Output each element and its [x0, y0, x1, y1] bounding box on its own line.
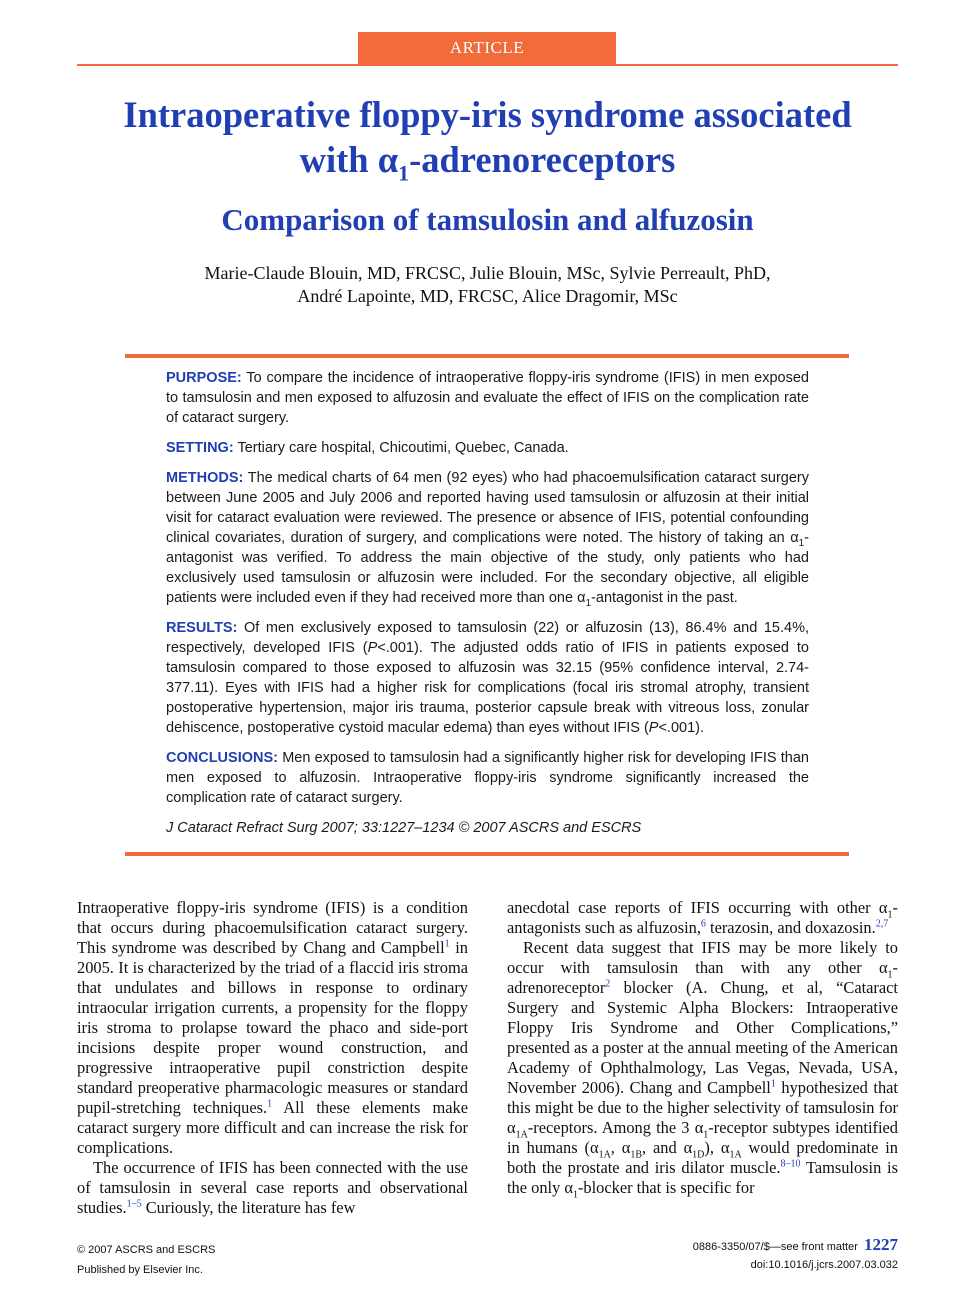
- abstract-bottom-rule: [125, 852, 849, 856]
- reference-link[interactable]: 1: [770, 1078, 776, 1090]
- reference-link[interactable]: 1: [444, 938, 450, 950]
- body-text: anecdotal case reports of IFIS occurring with other α: [507, 898, 888, 917]
- abstract-purpose: [166, 368, 809, 428]
- body-text: blocker (A. Chung, et al, “Cataract Surgery and Systemic Alpha Blockers: Intraoperative Floppy Iris Syndrome and Other Complications,” presented as a poster at the annual meeting of the American Academy of Ophthalmology, Las Vegas, Nevada, USA, November 2006). Chang and Campbell: [507, 978, 898, 1097]
- subscript: 1A: [729, 1149, 742, 1161]
- issn-line: 0886-3350/07/$—see front matter: [692, 1241, 858, 1253]
- subscript: 1A: [598, 1149, 611, 1161]
- methods-text: -antagonist was verified. To address the main objective of the study, only patients who had exclusively used tamsulosin or alfuzosin were included. For the secondary objective, all eligible patients were included even if they had received more than one α: [166, 530, 809, 606]
- results-text: <.001).: [658, 720, 704, 736]
- methods-subscript: 1: [585, 597, 592, 609]
- body-text: , α: [610, 1138, 631, 1157]
- methods-text: -antagonist in the past.: [591, 590, 738, 606]
- copyright: © 2007 ASCRS and ESCRS: [77, 1244, 216, 1256]
- reference-link[interactable]: 6: [700, 918, 706, 930]
- reference-link[interactable]: 8–10: [780, 1158, 801, 1170]
- body-column-right: [507, 898, 898, 1201]
- results-text: <.001). The adjusted odds ratio of IFIS in patients exposed to tamsulosin compared to those exposed to alfuzosin was 32.15 (95% confidence interval, 2.74-377.11). Eyes with IFIS had a higher risk for complications (focal iris stromal atrophy, transient postoperative hypertension, major iris trauma, posterior capsule break with vitreous loss, zonular dehiscence, postoperative cystoid macular edema) than eyes without IFIS (: [166, 640, 809, 736]
- p-value-symbol: P: [367, 640, 378, 656]
- body-text: Recent data suggest that IFIS may be more likely to occur with tamsulosin than with any other α: [507, 938, 898, 977]
- authors-line-1: Marie-Claude Blouin, MD, FRCSC, Julie Blouin, MSc, Sylvie Perreault, PhD,: [204, 263, 771, 283]
- abstract-top-rule: [125, 354, 849, 358]
- methods-label: METHODS:: [166, 470, 244, 486]
- body-text: in 2005. It is characterized by the triad of a flaccid iris stroma that undulates and billows in response to ordinary intraocular irrigation currents, a propensity for the floppy iris stroma to prolapse toward the phaco and side-port incisions despite proper wound construction, and progressive intraoperative pupil constriction despite standard preoperative pharmacologic measures or standard pupil-stretching techniques.: [77, 938, 468, 1117]
- body-text: would predominate in both the prostate and iris dilator muscle.: [507, 1138, 898, 1177]
- subscript: 1D: [692, 1149, 705, 1161]
- article-title: [60, 92, 915, 186]
- body-text: Tamsulosin is the only α: [507, 1158, 898, 1197]
- body-text: Intraoperative floppy-iris syndrome (IFIS) is a condition that occurs during phacoemulsification cataract surgery. This syndrome was described by Chang and Campbell: [77, 898, 468, 957]
- abstract-results: [166, 618, 809, 738]
- body-paragraph: [77, 898, 468, 1158]
- body-text: -adrenoreceptor: [507, 958, 898, 997]
- conclusions-label: CONCLUSIONS:: [166, 750, 278, 766]
- abstract-setting: [166, 438, 809, 458]
- setting-label: SETTING:: [166, 440, 234, 456]
- subscript: 1: [572, 1189, 578, 1201]
- body-text: hypothesized that this might be due to the higher selectivity of tamsulosin for α: [507, 1078, 898, 1137]
- body-text: -antagonists such as alfuzosin,: [507, 898, 898, 937]
- article-type-tag: ARTICLE: [358, 32, 616, 64]
- body-paragraph: [507, 938, 898, 1201]
- results-text: Of men exclusively exposed to tamsulosin (22) or alfuzosin (13), 86.4% and 15.4%, respectively, developed IFIS (: [166, 620, 810, 656]
- body-text: -receptors. Among the 3 α: [527, 1118, 704, 1137]
- title-subscript: 1: [398, 160, 410, 186]
- results-label: RESULTS:: [166, 620, 238, 636]
- reference-link[interactable]: 1–5: [126, 1198, 142, 1210]
- abstract: [166, 368, 809, 848]
- body-text: terazosin, and doxazosin.: [705, 918, 876, 937]
- body-text: ), α: [704, 1138, 730, 1157]
- title-line-2-pre: with α: [299, 139, 399, 180]
- body-text: -blocker that is specific for: [577, 1178, 755, 1197]
- subscript: 1: [887, 909, 893, 921]
- authors-line-2: André Lapointe, MD, FRCSC, Alice Dragomir, MSc: [297, 286, 678, 306]
- methods-text: The medical charts of 64 men (92 eyes) who had phacoemulsification cataract surgery between June 2005 and July 2006 and reported having used tamsulosin or alfuzosin at their initial visit for cataract evaluation were reviewed. The presence or absence of IFIS, potential confounding clinical covariates, duration of surgery, and complications were noted. The history of taking an α: [166, 470, 809, 546]
- journal-citation: J Cataract Refract Surg 2007; 33:1227–1234 © 2007 ASCRS and ESCRS: [166, 820, 642, 836]
- subscript: 1: [887, 969, 893, 981]
- p-value-symbol: P: [648, 720, 659, 736]
- reference-link[interactable]: 2: [605, 978, 611, 990]
- doi[interactable]: doi:10.1016/j.jcrs.2007.03.032: [750, 1259, 898, 1271]
- reference-link[interactable]: 1: [267, 1098, 273, 1110]
- body-paragraph: [77, 1158, 468, 1218]
- purpose-text: To compare the incidence of intraoperative floppy-iris syndrome (IFIS) in men exposed to tamsulosin and men exposed to alfuzosin and evaluate the effect of IFIS on the complication rate of cataract surgery.: [166, 370, 809, 426]
- body-paragraph: [507, 898, 898, 938]
- publisher: Published by Elsevier Inc.: [77, 1264, 203, 1276]
- title-line-2-post: -adrenoreceptors: [409, 139, 676, 180]
- abstract-methods: [166, 468, 809, 608]
- body-text: The occurrence of IFIS has been connected with the use of tamsulosin in several case reports and observational studies.: [77, 1158, 468, 1217]
- reference-link[interactable]: 2,7: [875, 918, 889, 930]
- subscript: 1B: [630, 1149, 643, 1161]
- purpose-label: PURPOSE:: [166, 370, 242, 386]
- article-subtitle: Comparison of tamsulosin and alfuzosin: [221, 202, 754, 237]
- abstract-conclusions: [166, 748, 809, 808]
- body-text: All these elements make cataract surgery more difficult and can increase the risk for complications.: [77, 1098, 469, 1157]
- subscript: 1A: [515, 1129, 528, 1141]
- author-list: [100, 262, 875, 308]
- conclusions-text: Men exposed to tamsulosin had a significantly higher risk for developing IFIS than men exposed to alfuzosin. Intraoperative floppy-iris syndrome significantly increased the complication rate of cataract surgery.: [166, 750, 809, 806]
- body-text: Curiously, the literature has few: [141, 1198, 356, 1217]
- title-line-1: Intraoperative floppy-iris syndrome associated: [123, 94, 852, 135]
- footer-right: [692, 1235, 898, 1272]
- setting-text: Tertiary care hospital, Chicoutimi, Quebec, Canada.: [237, 440, 569, 456]
- header-rule: [77, 64, 898, 66]
- body-text: -receptor subtypes identified in humans (α: [507, 1118, 898, 1157]
- body-column-left: [77, 898, 468, 1218]
- methods-subscript: 1: [798, 537, 805, 549]
- subscript: 1: [703, 1129, 709, 1141]
- body-text: , and α: [642, 1138, 693, 1157]
- page-number: 1227: [864, 1235, 898, 1254]
- footer-left: [77, 1243, 215, 1277]
